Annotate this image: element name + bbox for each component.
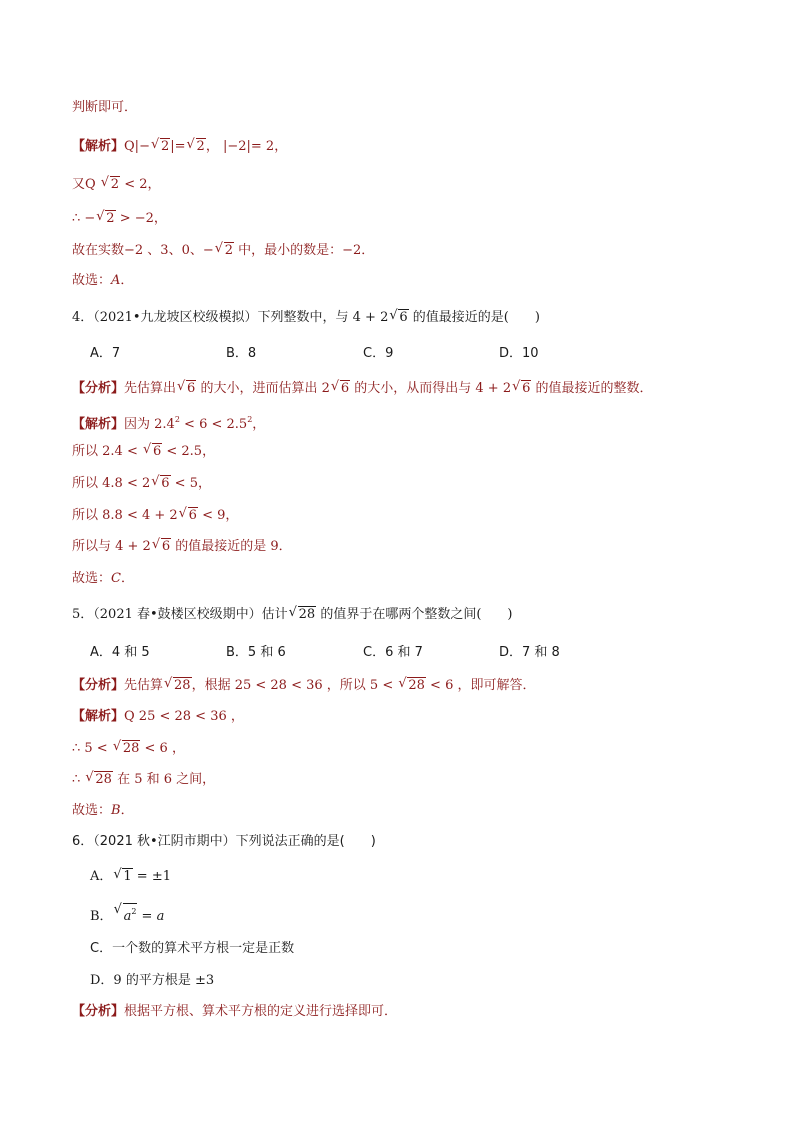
q5-option-d: D．7 和 8 [499,645,560,660]
q4-solution: 【解析】因为 $2.4^2 < 6 < 2.5^2$， [72,415,266,432]
analysis-tag: 【解析】 [72,139,125,154]
q5-solution: 【解析】Q 25 < 28 < 36 ， [72,709,244,724]
answer-line: 故选：C． [72,571,134,586]
text-line: 故在实数−2 、3、0、−√ 2 中，最小的数是：−2． [72,242,374,260]
text-line: ∴ −√ 2 > −2， [72,210,167,228]
q4-option-b: B．8 [226,346,257,361]
q6-option-b: B．√ $a^2 = a$ [90,903,164,921]
q4-option-d: D．10 [499,346,539,361]
text-line: ∴ √ 28 在 5 和 6 之间， [72,771,215,789]
q6-option-a: A．√ 1 = ±1 [90,868,171,886]
text-line: 所以 8.8 < 4 + 2√ 6 < 9， [72,507,238,525]
q4-option-a: A．7 [90,346,121,361]
q5-option-a: A．4 和 5 [90,645,150,660]
text-line: ∴ 5 < √ 28 < 6 ， [72,740,185,758]
text-line: 所以 2.4 < √ 6 < 2.5， [72,443,215,461]
question-6-stem: 6．（2021 秋•江阴市期中）下列说法正确的是( ) [72,834,376,849]
question-5-stem: 5．（2021 春•鼓楼区校级期中）估计√ 28 的值界于在哪两个整数之间( ) [72,606,512,624]
text-line: 所以 4.8 < 2√ 6 < 5， [72,475,211,493]
question-4-stem: 4．（2021•九龙坡区校级模拟）下列整数中，与 4 + 2√ 6 的值最接近的是( ) [72,309,540,327]
analysis-line: 【解析】Q|−√ 2|=√ 2， |−2|= 2， [72,138,287,156]
text-line: 又Q √ 2 < 2， [72,176,161,194]
q6-option-d: D．9 的平方根是 ±3 [90,973,215,988]
q6-analysis: 【分析】根据平方根、算术平方根的定义进行选择即可． [72,1004,398,1019]
q5-analysis: 【分析】先估算√ 28，根据 25 < 28 < 36 ，所以 5 < √ 28 < 6 ，即可解答． [72,677,535,695]
text-line: 判断即可． [72,100,138,115]
q4-analysis: 【分析】先估算出√ 6 的大小，进而估算出 2√ 6 的大小，从而得出与 4 + 2√ 6 的值最接近的整数． [72,380,653,398]
answer-line: 故选：B． [72,803,134,818]
text-line: 所以与 4 + 2√ 6 的值最接近的是 9． [72,538,292,556]
q6-option-c: C．一个数的算术平方根一定是正数 [90,941,295,956]
answer-line: 故选：A． [72,273,134,288]
q5-option-c: C．6 和 7 [363,645,423,660]
q5-option-b: B．5 和 6 [226,645,286,660]
q4-option-c: C．9 [363,346,394,361]
